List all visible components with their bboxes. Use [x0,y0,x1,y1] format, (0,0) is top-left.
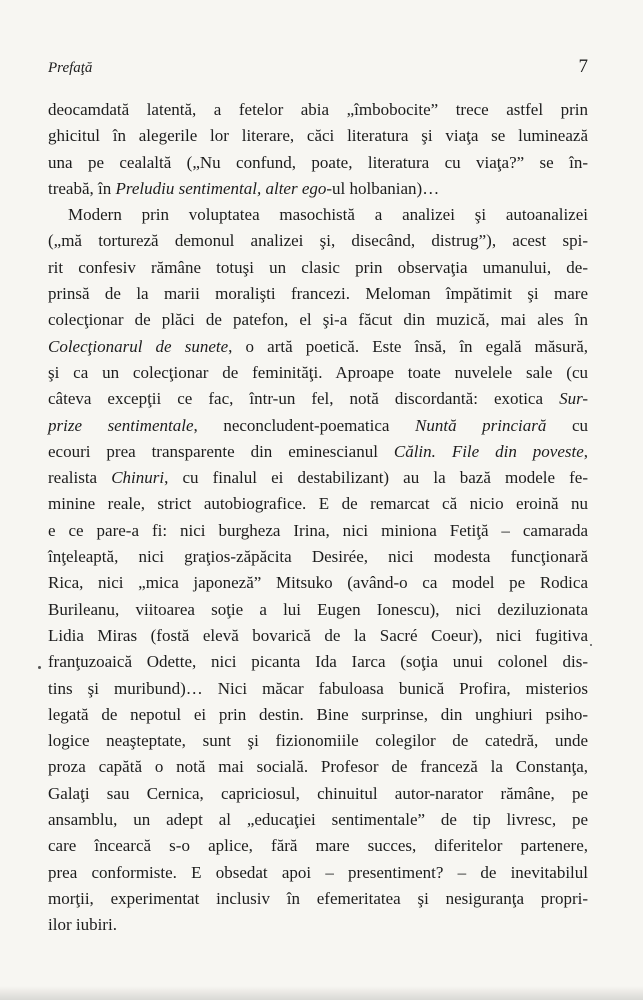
text-line: una pe cealaltă („Nu confund, poate, literatura cu viaţa?” se în- [48,152,588,172]
text-line: prize sentimentale, neconcludent-poematica Nuntă princiară cu [48,415,589,435]
text-line: câteva excepţii ce fac, într-un fel, notă discordantă: exotica Sur- [48,389,588,409]
text-line: realista Chinuri, cu finalul ei destabilizant) au la bază modele fe- [48,468,588,488]
text-line: franţuzoaică Odette, nici picanta Ida Iarca (soţia unui colonel dis- [48,652,588,672]
running-head: Prefaţă [48,60,93,76]
text-line: prea conformiste. E obsedat apoi – presentiment? – de inevitabilul [48,862,588,882]
stray-ink-dot [590,644,592,646]
text-line: proza capătă o notă mai socială. Profesor de franceză la Constanţa, [48,757,588,777]
text-line: logice neaşteptate, sunt şi fizionomiile colegilor de catedră, unde [48,731,588,751]
text-line: ilor iubiri. [48,915,117,935]
stray-ink-dot [38,666,41,669]
text-line: ecouri prea transparente din eminescianul Călin. File din poveste, [48,441,589,461]
body-text [48,97,588,939]
text-line: Colecţionarul de sunete, o artă poetică. Este însă, în egală măsură, [48,336,588,356]
text-line: tins şi muribund)… Nici măcar fabuloasa bunică Profira, misterios [48,678,588,698]
text-line: Burileanu, viitoarea soţie a lui Eugen Ionescu), nici deziluzionata [48,599,588,619]
text-line: morţii, experimentat inclusiv în efemeritatea şi nesiguranţa propri- [48,888,588,908]
text-line: legată de nepotul ei prin destin. Bine surprinse, din unghiuri psiho- [48,704,588,724]
text-line: şi ca un colecţionar de feminităţi. Aproape toate nuvelele sale (cu [48,362,588,382]
page-bottom-edge [0,986,643,1000]
text-line: minine reale, strict autobiografice. E de remarcat că nicio eroină nu [48,494,588,514]
text-line: Lidia Miras (fostă elevă bovarică de la Sacré Coeur), nici fugitiva [48,625,588,645]
text-line: prinsă de la marii moralişti francezi. Meloman împătimit şi mare [48,284,588,304]
text-line: care încearcă s-o aplice, fără mare succes, diferitelor partenere, [48,836,588,856]
text-line: Rica, nici „mica japoneză” Mitsuko (având-o ca model pe Rodica [48,573,588,593]
text-line: colecţionar de plăci de patefon, el şi-a făcut din muzică, mai ales în [48,310,588,330]
text-line: înţeleaptă, nici graţios-zăpăcita Desirée, nici modesta funcţionară [48,547,588,567]
text-line: treabă, în Preludiu sentimental, alter ego-ul holbanian)… [48,178,440,198]
text-line: („mă tortureză demonul analizei şi, disecând, distrug”), acest spi- [48,231,588,251]
page-number: 7 [578,56,588,77]
text-line: rit confesiv rămâne totuşi un clasic prin observaţia umanului, de- [48,257,588,277]
paragraph-start: Modern prin voluptatea masochistă a analizei şi autoanalizei [68,205,588,225]
text-line: deocamdată latentă, a fetelor abia „îmbobocite” trece astfel prin [48,100,588,119]
text-line: e ce pare-a fi: nici burgheza Irina, nici miniona Fetiţă – camarada [48,520,588,540]
text-line: Galaţi sau Cernica, capriciosul, chinuitul autor-narator rămâne, pe [48,783,588,803]
text-line: ghicitul în alegerile lor literare, căci literatura şi viaţa se luminează [48,126,588,146]
text-line: ansamblu, un adept al „educaţiei sentimentale” de tip livresc, pe [48,810,588,830]
